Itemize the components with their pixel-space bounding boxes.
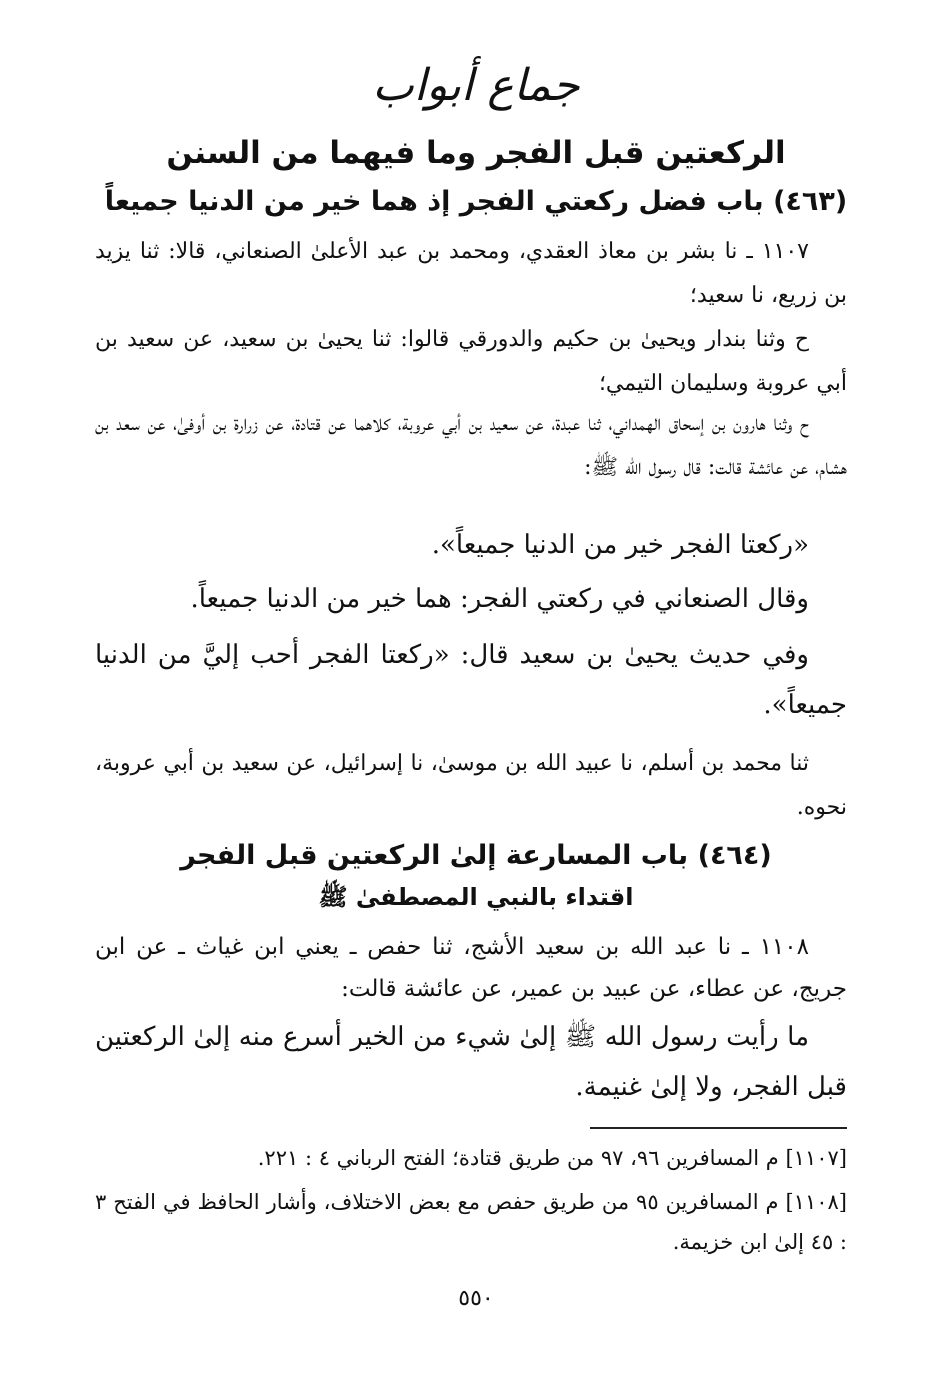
hadith-1107-chain: ١١٠٧ ـ نا بشر بن معاذ العقدي، ومحمد بن عبد الأعلىٰ الصنعاني، قالا: ثنا يزيد بن زريع، نا سعيد؛	[95, 239, 847, 308]
hadith-1107-additional-chain: ثنا محمد بن أسلم، نا عبيد الله بن موسىٰ، نا إسرائيل، عن سعيد بن أبي عروبة، نحوه.	[95, 751, 847, 820]
section-subtitle: الركعتين قبل الفجر وما فيهما من السنن	[166, 135, 786, 171]
hadith-1108-text: ما رأيت رسول الله ﷺ إلىٰ شيء من الخير أسرع منه إلىٰ الركعتين قبل الفجر، ولا إلىٰ غنيمة.	[95, 1022, 847, 1102]
chapter-heading-464: (٤٦٤) باب المسارعة إلىٰ الركعتين قبل الفجر	[180, 840, 772, 871]
hadith-1107-chain-3: ح وثنا هارون بن إسحاق الهمداني، ثنا عبدة، عن سعيد بن أبي عروبة، كلاهما عن قتادة، عن زرارة بن أوفىٰ، عن سعد بن هشام، عن عائشة قالت: قال رسول الله ﷺ:	[95, 411, 847, 480]
chapter-heading-463: (٤٦٣) باب فضل ركعتي الفجر إذ هما خير من الدنيا جميعاً	[104, 186, 848, 217]
footnote-1107: [١١٠٧] م المسافرين ٩٦، ٩٧ من طريق قتادة؛ الفتح الرباني ٤ : ٢٢١.	[257, 1146, 847, 1170]
hadith-1107-chain-2: ح وثنا بندار ويحيىٰ بن حكيم والدورقي قالوا: ثنا يحيىٰ بن سعيد، عن سعيد بن أبي عروبة وسليمان التيمي؛	[95, 327, 847, 396]
hadith-1107-text: «ركعتا الفجر خير من الدنيا جميعاً».	[431, 530, 809, 560]
footnote-1108: [١١٠٨] م المسافرين ٩٥ من طريق حفص مع بعض الاختلاف، وأشار الحافظ في الفتح ٣ : ٤٥ إلىٰ ابن خزيمة.	[95, 1190, 847, 1254]
hadith-1107-variant-1: وقال الصنعاني في ركعتي الفجر: هما خير من الدنيا جميعاً.	[190, 584, 809, 614]
hadith-1107-variant-2: وفي حديث يحيىٰ بن سعيد قال: «ركعتا الفجر أحب إليَّ من الدنيا جميعاً».	[95, 640, 847, 720]
page-number: ٥٥٠	[458, 1286, 494, 1311]
hadith-1108-chain: ١١٠٨ ـ نا عبد الله بن سعيد الأشج، ثنا حفص ـ يعني ابن غياث ـ عن ابن جريج، عن عطاء، عن عبيد بن عمير، عن عائشة قالت:	[95, 934, 847, 1002]
section-title: جماع أبواب	[372, 60, 580, 111]
chapter-heading-464-sub: اقتداء بالنبي المصطفىٰ ﷺ	[318, 883, 634, 911]
footnote-separator	[590, 1127, 847, 1129]
